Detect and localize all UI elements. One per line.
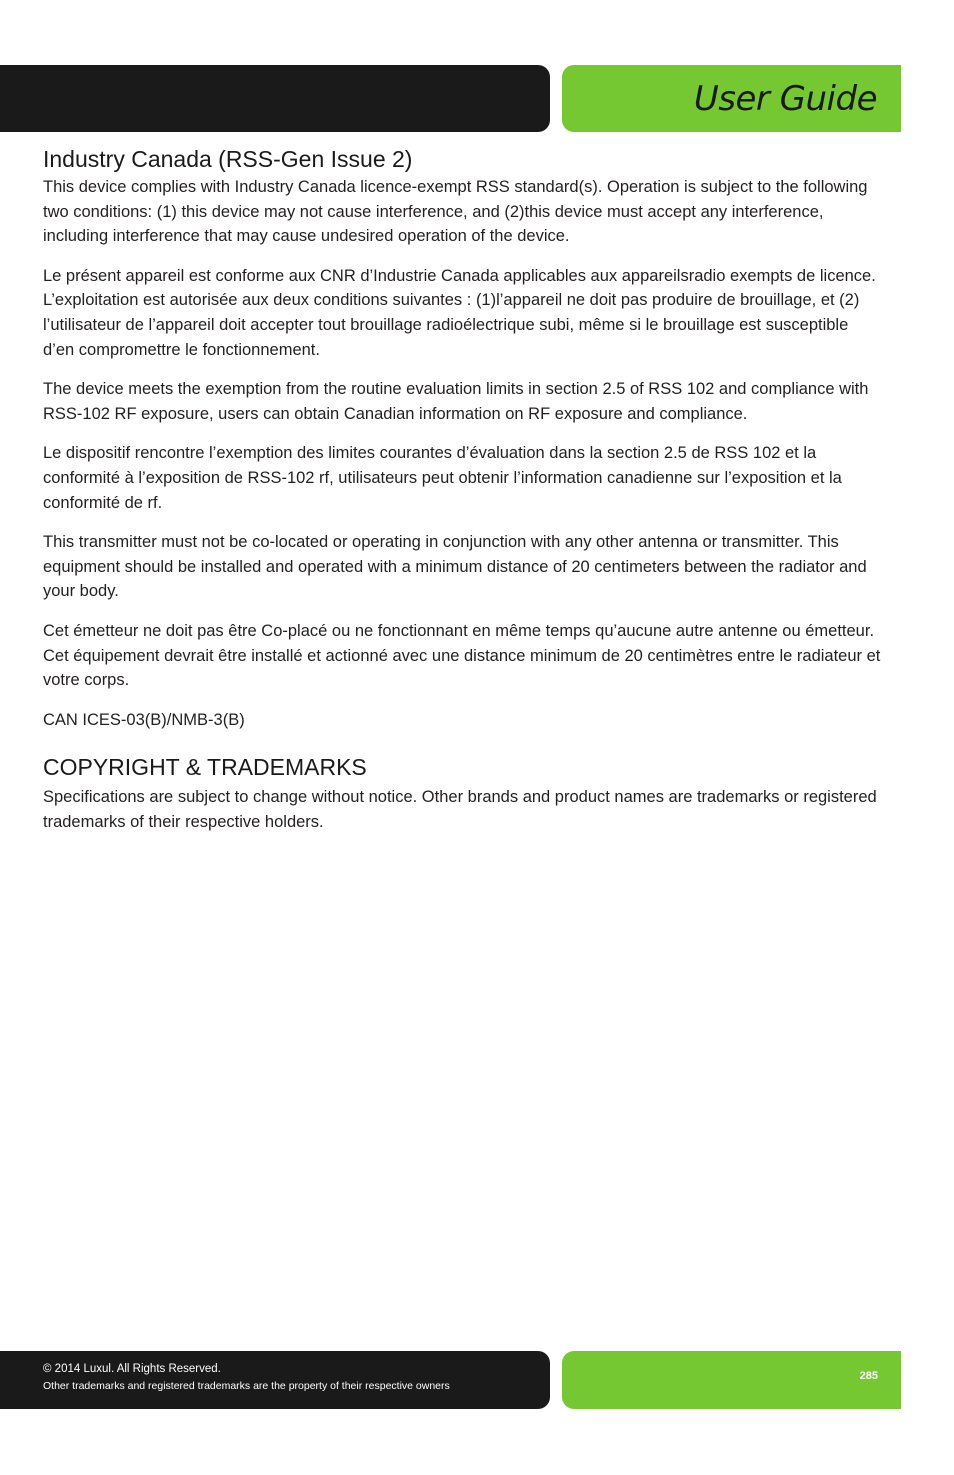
page-title: User Guide [693, 79, 877, 119]
footer-black-bar [0, 1351, 550, 1409]
header-green-bar [562, 65, 901, 132]
footer-copyright: © 2014 Luxul. All Rights Reserved. [43, 1363, 221, 1375]
paragraph-ic-french-compliance: Le présent appareil est conforme aux CNR d’Industrie Canada applicables aux appareilsradio exempts de licence. L’exploitation est autorisée aux deux conditions suivantes : (1)l’appareil ne doit pas produire de brouillage, et (2) l’utilisateur de l’appareil doit accepter tout brouillage radioélectrique subi, même si le brouillage est susceptible d’en compromettre le fonctionnement. [43, 266, 876, 359]
paragraph-rf-exemption-english: The device meets the exemption from the routine evaluation limits in section 2.5 of RSS 102 and compliance with RSS-102 RF exposure, users can obtain Canadian information on RF exposure and compliance. [43, 380, 869, 423]
header-black-bar [0, 65, 550, 132]
page-number: 285 [859, 1370, 878, 1382]
section-heading-industry-canada: Industry Canada (RSS-Gen Issue 2) [43, 146, 413, 172]
paragraph-rf-exemption-french: Le dispositif rencontre l’exemption des limites courantes d’évaluation dans la section 2.5 de RSS 102 et la conformité à l’exposition de RSS-102 rf, utilisateurs peut obtenir l’information canadienne sur l’exposition et la conformité de rf. [43, 444, 842, 512]
paragraph-ic-english-compliance: This device complies with Industry Canada licence-exempt RSS standard(s). Operation is subject to the following two conditions: (1) this device may not cause interference, and (2)this device must accept any interference, including interference that may cause undesired operation of the device. [43, 178, 868, 246]
section-heading-copyright: COPYRIGHT & TRADEMARKS [43, 754, 367, 781]
footer-green-bar [562, 1351, 901, 1409]
footer-trademark-note: Other trademarks and registered trademarks are the property of their respective owners [43, 1380, 450, 1392]
paragraph-transmitter-french: Cet émetteur ne doit pas être Co-placé ou ne fonctionnant en même temps qu’aucune autre antenne ou émetteur. Cet équipement devrait être installé et actionné avec une distance minimum de 20 centimètres entre le radiateur et votre corps. [43, 621, 881, 690]
main-content [43, 146, 883, 849]
paragraph-can-ices: CAN ICES-03(B)/NMB-3(B) [43, 710, 245, 729]
paragraph-copyright: Specifications are subject to change without notice. Other brands and product names are trademarks or registered trademarks of their respective holders. [43, 788, 877, 831]
paragraph-transmitter-english: This transmitter must not be co-located or operating in conjunction with any other antenna or transmitter. This equipment should be installed and operated with a minimum distance of 20 centimeters between the radiator and your body. [43, 533, 867, 601]
